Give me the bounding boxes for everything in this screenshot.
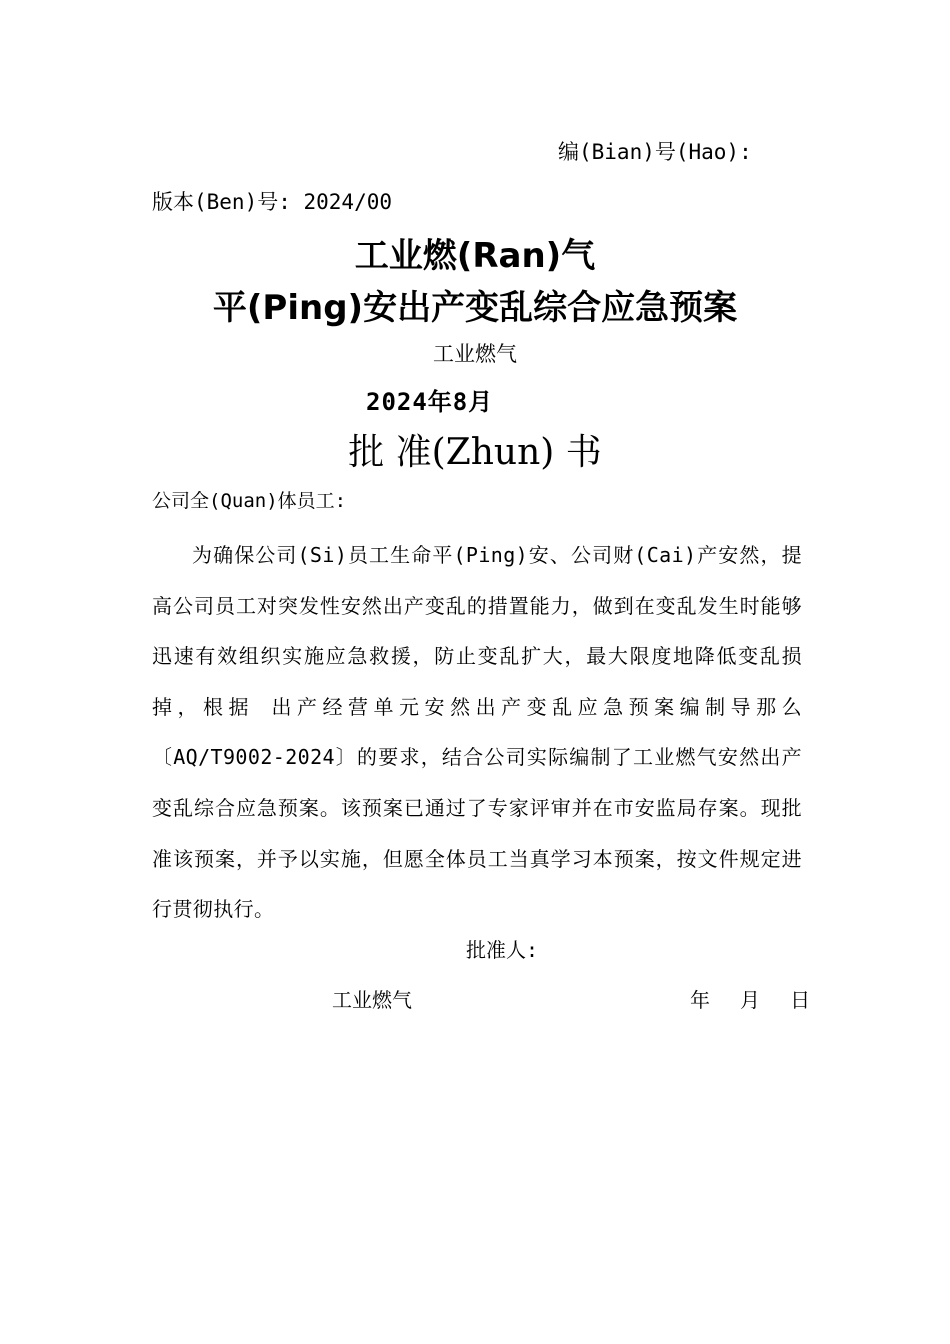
approver-label: 批准人: <box>466 938 539 962</box>
document-title-line-1: 工业燃(Ran)气 <box>354 236 596 276</box>
serial-number-label: 编(Bian)号(Hao): <box>558 140 752 164</box>
salutation: 公司全(Quan)体员工: <box>152 490 347 512</box>
document-title-line-2: 平(Ping)安出产变乱综合应急预案 <box>212 288 738 328</box>
approval-heading: 批 准(Zhun) 书 <box>348 432 602 473</box>
approval-body-paragraph: 为确保公司(Si)员工生命平(Ping)安、公司财(Cai)产安然，提高公司员工对突发性安然出产变乱的措置能力，做到在变乱发生时能够迅速有效组织实施应急救援，防止变乱扩大，最大限度地降低变乱损掉，根据 出产经营单元安然出产变乱应急预案编制导那么〔AQ/T9002-2024〕的要求，结合公司实际编制了工业燃气安然出产变乱综合应急预案。该预案已通过了专家评审并在市安监局存案。现批准该预案，并予以实施，但愿全体员工当真学习本预案，按文件规定进行贯彻执行。 <box>152 543 802 922</box>
version-number-label: 版本(Ben)号: 2024/00 <box>152 190 393 214</box>
document-date: 2024年8月 <box>366 388 494 416</box>
footer-company-name: 工业燃气 <box>332 988 412 1012</box>
footer-date-placeholder: 年 月 日 <box>690 988 811 1012</box>
company-name: 工业燃气 <box>433 342 517 366</box>
